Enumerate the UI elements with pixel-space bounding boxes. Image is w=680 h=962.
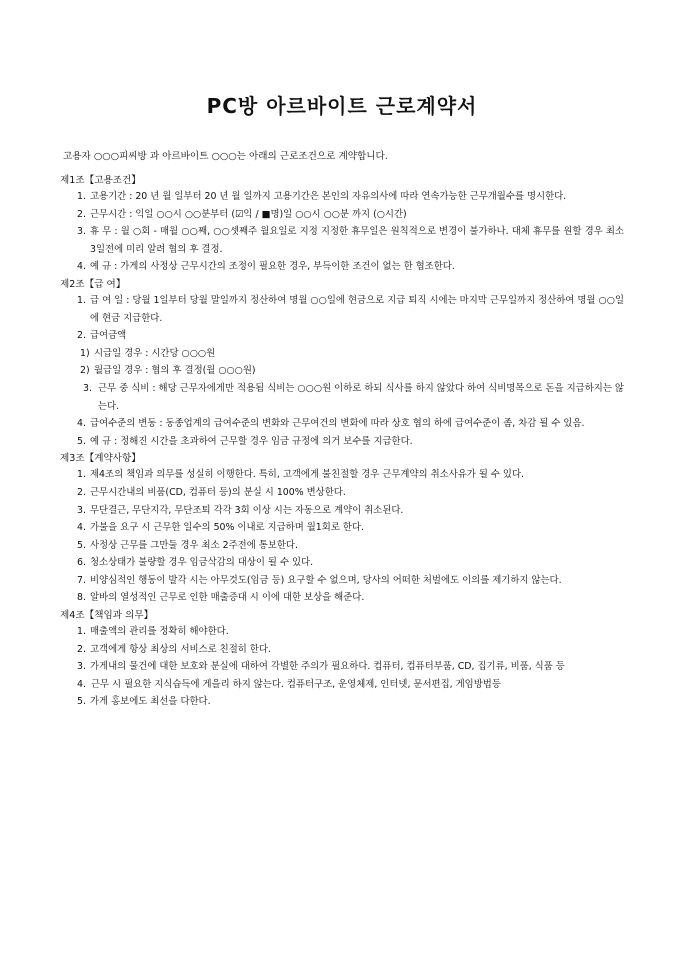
list-item — [60, 327, 624, 345]
section-heading: 제3조【계약사항】 — [60, 453, 141, 465]
item-text: 월급일 경우 : 협의 후 결정(월 ○○○원) — [94, 365, 256, 377]
list-item — [60, 206, 624, 224]
section-heading: 제4조【책임과 의무】 — [60, 610, 154, 622]
list-item — [60, 693, 624, 711]
item-number: 1. — [77, 294, 86, 306]
list-item — [60, 415, 624, 433]
item-number: 1. — [77, 191, 86, 202]
item-number: 5. — [77, 696, 86, 708]
contract-sections — [60, 174, 624, 711]
item-text: 근무 시 필요한 지식습득에 게을리 하지 않는다. 컴퓨터구조, 운영체제, 인터넷, 문서편집, 게임방법등 — [90, 678, 501, 690]
list-item — [60, 519, 624, 537]
list-item — [60, 433, 624, 451]
item-text: 급여수준의 변동 : 동종업계의 급여수준의 변화와 근무여건의 변화에 따라 상호 협의 하에 급여수준이 좀, 차감 될 수 있음. — [90, 418, 585, 430]
item-number: 5. — [77, 435, 86, 447]
item-number: 4. — [77, 261, 86, 273]
item-number: 4. — [77, 678, 86, 690]
item-number: 1. — [77, 626, 86, 638]
document-title: PC방 아르바이트 근로계약서 — [206, 94, 478, 118]
list-item — [60, 345, 624, 363]
item-text: 고용기간 : 20 년 월 일부터 20 년 월 일까지 고용기간은 본인의 자유의사에 따라 연속가능한 근무개월수를 명시한다. — [90, 191, 567, 202]
section-item-list — [60, 623, 624, 711]
list-item — [60, 484, 624, 502]
item-number: 2. — [77, 486, 86, 498]
item-text: 급여금액 — [90, 330, 127, 342]
item-number: 3. — [77, 504, 86, 516]
item-text: 사정상 근무를 그만둘 경우 최소 2주전에 통보한다. — [90, 539, 298, 551]
item-number: 4. — [77, 522, 86, 534]
item-text: 급 여 일 : 당월 1일부터 당월 말일까지 정산하여 명월 ○○일에 현금으로 지급 퇴직 시에는 마지막 근무일까지 정산하여 명월 ○○일에 현금 지급한다. — [90, 294, 624, 324]
list-item — [60, 641, 624, 659]
item-number: 1. — [77, 469, 86, 481]
list-item — [60, 466, 624, 484]
item-text: 예 규 : 정해진 시간을 초과하여 근무할 경우 임금 규정에 의거 보수를 지급한다. — [90, 435, 413, 447]
item-number: 5. — [77, 539, 86, 551]
section-item-list — [60, 188, 624, 276]
item-number: 2. — [77, 208, 86, 220]
section-heading: 제2조【급 여】 — [60, 278, 126, 290]
intro-paragraph: 고용자 ○○○피씨방 과 아르바이트 ○○○는 아래의 근로조건으로 계약합니다. — [63, 151, 388, 162]
item-text: 가불을 요구 시 근무한 일수의 50% 이내로 지급하며 월1회로 한다. — [90, 522, 364, 534]
list-item — [60, 572, 624, 590]
list-item — [60, 554, 624, 572]
list-item — [60, 589, 624, 607]
list-item — [60, 362, 624, 380]
item-text: 고객에게 항상 최상의 서비스로 친절히 한다. — [90, 643, 271, 655]
list-item — [60, 188, 624, 206]
list-item — [60, 502, 624, 520]
item-number: 3. — [77, 226, 86, 238]
item-text: 알바의 열성적인 근무로 인한 매출증대 시 이에 대한 보상을 해준다. — [90, 592, 365, 604]
item-number: 2) — [80, 365, 90, 377]
list-item — [60, 676, 624, 694]
item-number: 8. — [77, 592, 86, 604]
item-number: 7. — [77, 574, 86, 586]
item-text: 근무시간 : 익일 ○○시 ○○분부터 (☑익 / ■명)일 ○○시 ○○분 까지 (○시간) — [90, 208, 407, 220]
item-text: 제4조의 책임과 의무를 성실히 이행한다. 특히, 고객에게 불친절할 경우 근무계약의 취소사유가 될 수 있다. — [90, 469, 525, 481]
item-text: 가게 홍보에도 최선을 다한다. — [90, 696, 211, 708]
list-item — [60, 537, 624, 555]
section-item-list — [60, 466, 624, 607]
section-heading: 제1조【고용조건】 — [60, 175, 141, 186]
item-text: 청소상태가 불량할 경우 임금삭감의 대상이 될 수 있다. — [90, 557, 314, 569]
item-text: 휴 무 : 월 ○회 - 매월 ○○째, ○○셋째주 월요일로 지정 지정한 휴무일은 원칙적으로 변경이 불가하나. 대체 휴무를 원할 경우 최소 3일전에 미리 알려 협의 후 결정. — [90, 226, 624, 255]
list-item — [60, 380, 624, 415]
section-item-list — [60, 292, 624, 450]
item-text: 예 규 : 가게의 사정상 근무시간의 조정이 필요한 경우, 부득이한 조건이 없는 한 협조한다. — [90, 261, 455, 273]
list-item — [60, 658, 624, 676]
item-number: 4. — [77, 418, 86, 430]
item-number: 3. — [83, 382, 92, 394]
item-text: 시급일 경우 : 시간당 ○○○원 — [94, 347, 216, 359]
item-text: 매출액의 관리를 정확히 해야한다. — [90, 626, 229, 638]
item-text: 근무시간내의 비품(CD, 컴퓨터 등)의 분실 시 100% 변상한다. — [90, 486, 346, 498]
item-number: 3. — [77, 661, 86, 673]
item-number: 2. — [77, 643, 86, 655]
list-item — [60, 292, 624, 327]
item-text: 무단결근, 무단지각, 무단조퇴 각각 3회 이상 시는 자동으로 계약이 취소된다. — [90, 504, 404, 516]
list-item — [60, 223, 624, 258]
item-text: 가게내의 물건에 대한 보호와 분실에 대하여 각별한 주의가 필요하다. 컴퓨터, 컴퓨터부품, CD, 집기류, 비품, 식품 등 — [90, 661, 565, 673]
list-item — [60, 623, 624, 641]
item-text: 근무 중 식비 : 해당 근무자에게만 적용됨 식비는 ○○○원 이하로 하되 식사를 하지 않았다 하여 식비명목으로 돈을 지급하지는 않는다. — [98, 382, 624, 412]
item-text: 비양심적인 행동이 발각 시는 아무것도(임금 등) 요구할 수 없으며, 당사의 어떠한 처벌에도 이의를 제기하지 않는다. — [90, 574, 562, 586]
list-item — [60, 258, 624, 276]
item-number: 6. — [77, 557, 86, 569]
item-number: 1) — [80, 347, 90, 359]
item-number: 2. — [77, 330, 86, 342]
